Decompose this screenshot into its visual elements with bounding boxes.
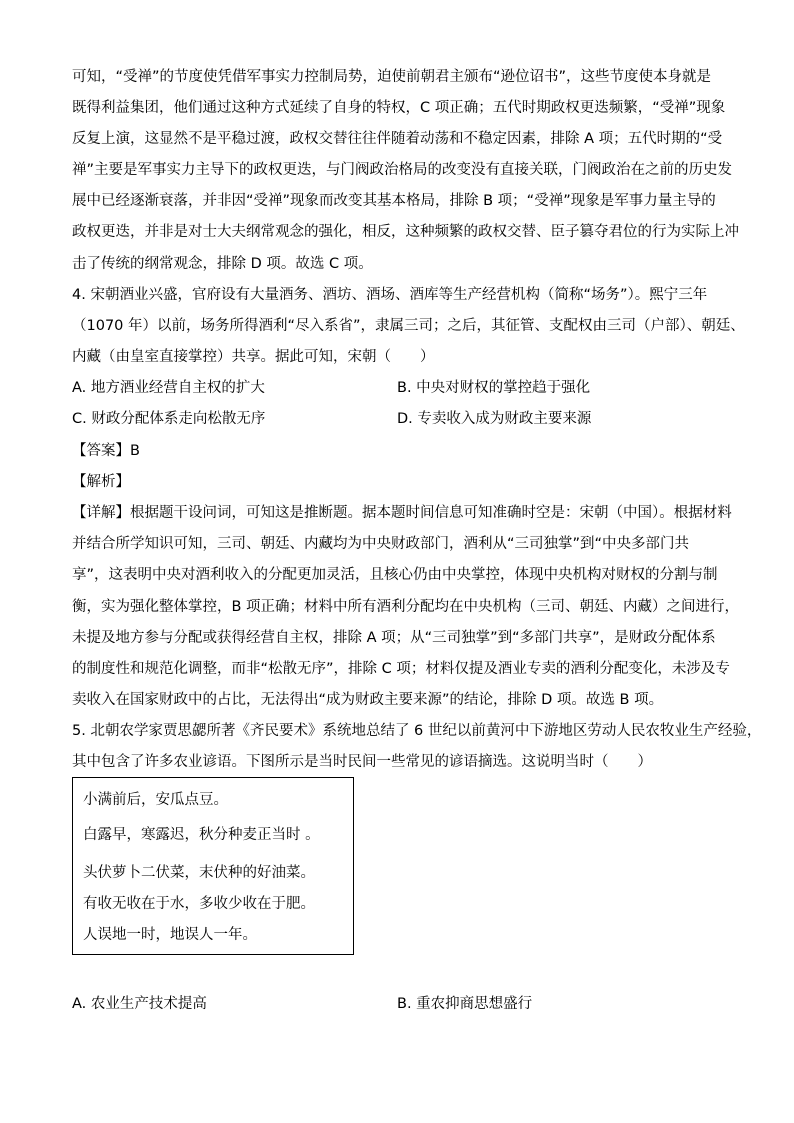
option-c: C. 财政分配体系走向松散无序 (72, 411, 266, 427)
detail-line: 并结合所学知识可知，三司、朝廷、内藏均为中央财政部门，酒利从“三司独掌”到“中央多部门共 (72, 536, 690, 552)
question-4-stem: （1070 年）以前，场务所得酒利“尽入系省”，隶属三司；之后，其征管、支配权由三司（户部）、朝廷、 (72, 318, 745, 334)
analysis-tag: 【解析】 (72, 474, 130, 490)
option-a: A. 农业生产技术提高 (72, 996, 207, 1012)
answer-value: B (130, 443, 140, 459)
detail-line: 的制度性和规范化调整，而非“松散无序”，排除 C 项；材料仅提及酒业专卖的酒利分配变化，未涉及专 (72, 661, 730, 677)
option-b: B. 重农抑商思想盛行 (397, 996, 533, 1012)
option-a: A. 地方酒业经营自主权的扩大 (72, 380, 265, 396)
option-d: D. 专卖收入成为财政主要来源 (397, 411, 592, 427)
detail-line: 卖收入在国家财政中的占比，无法得出“成为财政主要来源”的结论，排除 D 项。故选 B 项。 (72, 692, 664, 708)
answer-line (72, 441, 722, 461)
analysis-line: 击了传统的纲常观念，排除 D 项。故选 C 项。 (72, 256, 373, 272)
proverb-line: 头伏萝卜二伏菜，末伏种的好油菜。 (83, 865, 315, 881)
proverb-line: 人误地一时，地误人一年。 (83, 927, 257, 943)
question-5-stem: 其中包含了许多农业谚语。下图所示是当时民间一些常见的谚语摘选。这说明当时（ ） (72, 754, 652, 770)
analysis-line: 既得利益集团，他们通过这种方式延续了自身的特权，C 项正确；五代时期政权更迭频繁，“受禅”现象 (72, 100, 726, 116)
detail-line: 享”，这表明中央对酒利收入的分配更加灵活，且核心仍由中央掌控，体现中央机构对财权的分割与制 (72, 567, 718, 583)
question-4-stem: 4. 宋朝酒业兴盛，官府设有大量酒务、酒坊、酒场、酒库等生产经营机构（简称“场务”）。熙宁三年 (72, 287, 708, 303)
detail-line: 未提及地方参与分配或获得经营自主权，排除 A 项；从“三司独掌”到“多部门共享”，是财政分配体系 (72, 630, 716, 646)
proverb-box (72, 777, 354, 955)
analysis-line: 反复上演，这显然不是平稳过渡，政权交替往往伴随着动荡和不稳定因素，排除 A 项；五代时期的“受 (72, 131, 723, 147)
question-4-stem: 内藏（由皇室直接掌控）共享。据此可知，宋朝（ ） (72, 349, 435, 365)
analysis-line: 展中已经逐渐衰落，并非因“受禅”现象而改变其基本格局，排除 B 项；“受禅”现象是军事力量主导的 (72, 193, 716, 209)
answer-tag: 【答案】 (72, 443, 130, 459)
option-b: B. 中央对财权的掌控趋于强化 (397, 380, 591, 396)
detail-line: 衡，实为强化整体掌控，B 项正确；材料中所有酒利分配均在中央机构（三司、朝廷、内藏）之间进行， (72, 599, 740, 615)
detail-line: 【详解】根据题干设问词，可知这是推断题。据本题时间信息可知准确时空是：宋朝（中国）。根据材料 (72, 505, 732, 521)
analysis-line: 政权更迭，并非是对士大夫纲常观念的强化，相反，这种频繁的政权交替、臣子篡夺君位的行为实际上冲 (72, 224, 739, 240)
analysis-line: 可知，“受禅”的节度使凭借军事实力控制局势，迫使前朝君主颁布“逊位诏书”，这些节度使本身就是 (72, 69, 712, 85)
question-5-stem: 5. 北朝农学家贾思勰所著《齐民要术》系统地总结了 6 世纪以前黄河中下游地区劳动人民农牧业生产经验， (72, 723, 762, 739)
analysis-line: 禅”主要是军事实力主导下的政权更迭，与门阀政治格局的改变没有直接关联，门阀政治在之前的历史发 (72, 162, 733, 178)
proverb-line: 白露早，寒露迟，秋分种麦正当时 。 (83, 827, 320, 843)
proverb-line: 小满前后，安瓜点豆。 (83, 792, 228, 808)
proverb-line: 有收无收在于水，多收少收在于肥。 (83, 896, 315, 912)
